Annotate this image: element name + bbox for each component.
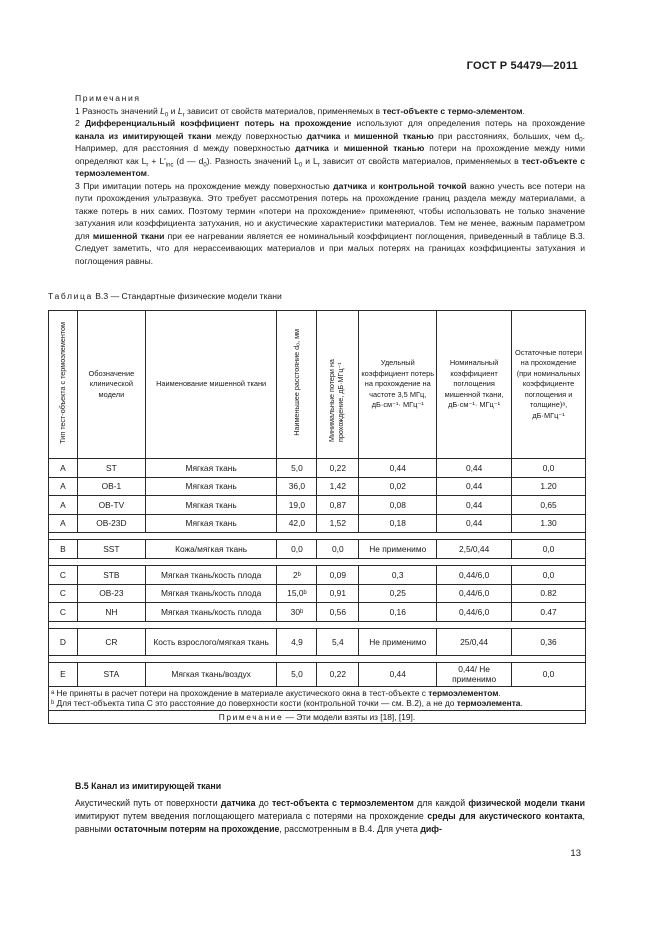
sub: 0 (203, 162, 207, 169)
group-separator (49, 621, 586, 628)
table-cell: 0,87 (317, 496, 359, 515)
table-cell: Мягкая ткань (145, 477, 277, 496)
table-note-label: Примечание (218, 711, 284, 722)
table-cell: STB (77, 565, 145, 584)
table-cell: 0,44/6,0 (437, 603, 512, 622)
footnote-text: . (520, 698, 523, 709)
note-2-text: . (146, 168, 150, 178)
table-cell: 25/0,44 (437, 628, 512, 655)
table-cell: 1.20 (512, 477, 586, 496)
sub: r (182, 112, 185, 119)
var-l: L (160, 105, 165, 116)
table-header-row (49, 311, 586, 459)
table-cell: 0,44 (359, 459, 437, 478)
section-text: Акустический путь от поверхности (75, 798, 221, 808)
table-row (49, 662, 586, 686)
table-cell: ST (77, 459, 145, 478)
note-1-text: и (168, 105, 178, 116)
table-cell: 0,09 (317, 565, 359, 584)
section-text: для каждой (413, 798, 469, 808)
table-cell: 0,0 (512, 565, 586, 584)
note-3-text: при ее нагревании является ее номинальный коэффициент поглощения, приведенный в таблице В.3. Следует заметить, что для нерассеивающих материалов и при малых потерях на границах коэффициенты затухания и поглощения равны. (75, 230, 585, 266)
term: физической модели ткани (468, 798, 585, 808)
header-cell: Обозначение клинической модели (77, 311, 145, 459)
table-cell: OB-23D (77, 514, 145, 533)
table-cell: NH (77, 603, 145, 622)
table-cell: 0,44 (437, 496, 512, 515)
table-cell: SST (77, 540, 145, 559)
note-2-text: используют для определения потерь на прохождение (351, 118, 585, 128)
table-cell: 0,56 (317, 603, 359, 622)
group-separator (49, 533, 586, 540)
header-cell: Удельный коэффициент потерь на прохождение на частоте 3,5 МГц, дБ·см⁻¹· МГц⁻¹ (359, 311, 437, 459)
header-text: Тип тест-объекта с термоэлементом (58, 321, 68, 444)
table-cell: 0,44 (437, 514, 512, 533)
term: мишенной ткани (92, 230, 165, 241)
separator-cell (49, 621, 586, 628)
note-2-text: 2 (75, 118, 85, 128)
table-cell: 0,22 (317, 662, 359, 686)
note-1-text: 1 Разность значений (75, 105, 161, 116)
group-separator (49, 558, 586, 565)
sub: r (317, 162, 320, 169)
table-caption (48, 291, 282, 301)
table-cell: 0,36 (512, 628, 586, 655)
table-cell: C (49, 584, 78, 603)
table-row (49, 603, 586, 622)
sub: r (146, 162, 149, 169)
table-row (49, 565, 586, 584)
note-2-text: + L' (148, 155, 166, 166)
table-cell: 0,44/6,0 (437, 565, 512, 584)
sub: 0 (164, 112, 169, 119)
header-cell: Наименование мишенной ткани (145, 311, 277, 459)
note-2-text: потери на прохождение между ними определяют как L (75, 143, 585, 166)
table-cell: 0,44/ Не применимо (437, 662, 512, 686)
table-cell: 0,02 (359, 477, 437, 496)
table-cell: Кость взрослого/мягкая ткань (145, 628, 277, 655)
header-text: Минимальные потери на прохождение, дБ·МГц⁻¹ (326, 358, 346, 442)
note-2-text: ). Разность значений L (206, 155, 299, 166)
table-note-cell (49, 710, 586, 724)
table-cell: Не применимо (359, 540, 437, 559)
separator-cell (49, 655, 586, 662)
table-row (49, 540, 586, 559)
section-text: до (255, 798, 272, 808)
table-cell: 15,0ᵇ (277, 584, 317, 603)
header-cell (277, 311, 317, 459)
table-cell: A (49, 459, 78, 478)
table-cell: A (49, 514, 78, 533)
table-cell: 0,25 (359, 584, 437, 603)
table-cell: 0,08 (359, 496, 437, 515)
note-3-text: 3 При имитации потерь на прохождение между поверхностью (75, 180, 334, 191)
table-cell: 0,91 (317, 584, 359, 603)
table-cell: 0,44/6,0 (437, 584, 512, 603)
term: датчика (306, 130, 341, 141)
note-2-text: зависит от свойств материалов, применяемых в (319, 155, 522, 166)
table-row (49, 477, 586, 496)
notes-title (75, 92, 585, 105)
sub: 0 (579, 137, 583, 144)
note-2 (75, 117, 585, 180)
table-cell: 0,44 (437, 459, 512, 478)
note-2-text: и (340, 130, 354, 141)
notes-title-text: Примечания (75, 93, 141, 103)
term: мишенной тканью (343, 143, 425, 153)
separator-cell (49, 558, 586, 565)
note-1-text: . (522, 105, 525, 116)
term: диф- (420, 824, 442, 834)
separator-cell (49, 533, 586, 540)
section-text: , рассмотренным в В.4. Для учета (279, 824, 421, 834)
note-1 (75, 105, 585, 118)
footnote-b (51, 698, 583, 709)
term: тест-объекте с термо-элементом (382, 105, 523, 116)
note-2-text: между поверхностью (211, 130, 307, 141)
table-cell: E (49, 662, 78, 686)
table-cell: Мягкая ткань/воздух (145, 662, 277, 686)
header-cell: Номинальный коэффициент поглощения мишенной ткани, дБ·см⁻¹· МГц⁻¹ (437, 311, 512, 459)
note-3-text: и (366, 180, 379, 191)
table-cell: OB-23 (77, 584, 145, 603)
table-cell: Мягкая ткань (145, 459, 277, 478)
term: датчика (220, 798, 256, 808)
table-cell: 30ᵇ (277, 603, 317, 622)
term: Дифференциальный коэффициент потерь на прохождение (84, 118, 352, 128)
table-cell: OB-1 (77, 477, 145, 496)
document-code: ГОСТ Р 54479—2011 (466, 60, 578, 72)
table-cell: C (49, 603, 78, 622)
header-cell: Остаточные потери на прохождение (при номинальных коэффициенте поглощения и толщине)ᵃ, дБ·МГц⁻¹ (512, 311, 586, 459)
table-footnotes-row (49, 686, 586, 710)
table-cell: 5,0 (277, 662, 317, 686)
table-note-text: — Эти модели взяты из [18], [19]. (283, 711, 416, 722)
table-cell: 1,52 (317, 514, 359, 533)
sub: 0 (298, 162, 303, 169)
header-cell (317, 311, 359, 459)
var-l: L (177, 105, 183, 116)
footnote-text: ᵃ Не приняты в расчет потери на прохождение в материале акустического окна в тест-объекте с (51, 687, 429, 698)
footnote-text: ᵇ Для тест-объекта типа С это расстояние до поверхности кости (контрольной точки — см. В.2), а не до (51, 698, 457, 709)
term: среды для акустического контакта (427, 811, 583, 821)
note-2-text: при расстояниях, больших, чем d (433, 130, 580, 141)
term: датчика (333, 180, 367, 191)
table-cell: Кожа/мягкая ткань (145, 540, 277, 559)
term: мишенной тканью (353, 130, 434, 141)
table-cell: 0.82 (512, 584, 586, 603)
term: тест-объекта с термоэлементом (271, 798, 414, 808)
table-cell: OB-TV (77, 496, 145, 515)
table-cell: Мягкая ткань/кость плода (145, 603, 277, 622)
table-cell: 0,0 (512, 662, 586, 686)
table-cell: 0,18 (359, 514, 437, 533)
header-cell (49, 311, 78, 459)
term: канала из имитирующей ткани (75, 130, 212, 141)
table-cell: 19,0 (277, 496, 317, 515)
table-cell: Мягкая ткань (145, 496, 277, 515)
footnote-text: . (498, 687, 501, 698)
table-cell: 42,0 (277, 514, 317, 533)
table-cell: D (49, 628, 78, 655)
note-2-text: и L (302, 155, 318, 166)
table-row (49, 628, 586, 655)
table-cell: 5,4 (317, 628, 359, 655)
header-text: Наименьшее расстояние d₀, мм (292, 329, 302, 437)
table-cell: STA (77, 662, 145, 686)
table-cell: 2,5/0,44 (437, 540, 512, 559)
term: термоэлементом (428, 687, 499, 698)
table-cell: Не применимо (359, 628, 437, 655)
section-text: , равными (75, 811, 585, 834)
note-3 (75, 180, 585, 268)
notes-block (75, 92, 585, 267)
section-paragraph (75, 797, 585, 836)
note-2-text: . Например, для расстояния d между поверхностью (75, 130, 586, 153)
table-cell: Мягкая ткань/кость плода (145, 584, 277, 603)
term: контрольной точкой (378, 180, 467, 191)
footnote-a (51, 688, 583, 699)
note-3-text: важно учесть все потери на пути прохождения ультразвука. Это требует рассмотрения потерь на прохождение границ раздела между материалами, а также потерь в них самих. Поэтому термин «потери на прохождение» применяют, чтобы использовать не только значение затухания или коэффициента затухания, но и акустические характеристики материалов. Тем не менее, важным параметром для (75, 180, 585, 241)
table-caption-text: В.3 — Стандартные физические модели ткани (92, 291, 282, 301)
table-cell: 2ᵇ (277, 565, 317, 584)
note-1-text: зависит от свойств материалов, применяемых в (184, 105, 383, 116)
note-2-text: (d — d (173, 155, 204, 166)
table-cell: Мягкая ткань (145, 514, 277, 533)
section-title: В.5 Канал из имитирующей ткани (75, 781, 222, 791)
table-caption-prefix: Таблица (48, 291, 93, 301)
table-cell: 0,44 (359, 662, 437, 686)
table-cell: CR (77, 628, 145, 655)
section-text: имитируют путем введения поглощающего материала с потерями на прохождение (75, 811, 428, 821)
table-cell: 0,22 (317, 459, 359, 478)
table-cell: 5,0 (277, 459, 317, 478)
table-cell: 0,3 (359, 565, 437, 584)
table-cell: 0,0 (512, 459, 586, 478)
term: термоэлемента (456, 698, 521, 709)
table-cell: 4,9 (277, 628, 317, 655)
table-cell: 0,65 (512, 496, 586, 515)
table-cell: 36,0 (277, 477, 317, 496)
table-cell: Мягкая ткань/кость плода (145, 565, 277, 584)
table-cell: A (49, 496, 78, 515)
table-cell: 0,44 (437, 477, 512, 496)
term: датчика (295, 143, 329, 153)
table-cell: 1,42 (317, 477, 359, 496)
section-b5 (75, 780, 585, 836)
table-note-row (49, 710, 586, 724)
table-cell: 0,16 (359, 603, 437, 622)
group-separator (49, 655, 586, 662)
note-2-text: и (328, 143, 344, 153)
table-row (49, 514, 586, 533)
table-cell: 0,0 (512, 540, 586, 559)
term: остаточным потерям на прохождение (114, 824, 280, 834)
table-cell: 0,0 (277, 540, 317, 559)
table-cell: B (49, 540, 78, 559)
table-cell: 0.47 (512, 603, 586, 622)
table-row (49, 496, 586, 515)
table-cell: C (49, 565, 78, 584)
footnotes-cell (49, 686, 586, 710)
table-cell: 1.30 (512, 514, 586, 533)
table-cell: 0,0 (317, 540, 359, 559)
sub: inc (165, 162, 174, 169)
term: тест-объекте с термоэлементом (75, 155, 585, 178)
table-row (49, 584, 586, 603)
table-row (49, 459, 586, 478)
table-cell: A (49, 477, 78, 496)
page-number: 13 (570, 848, 581, 859)
tissue-models-table (48, 310, 586, 724)
